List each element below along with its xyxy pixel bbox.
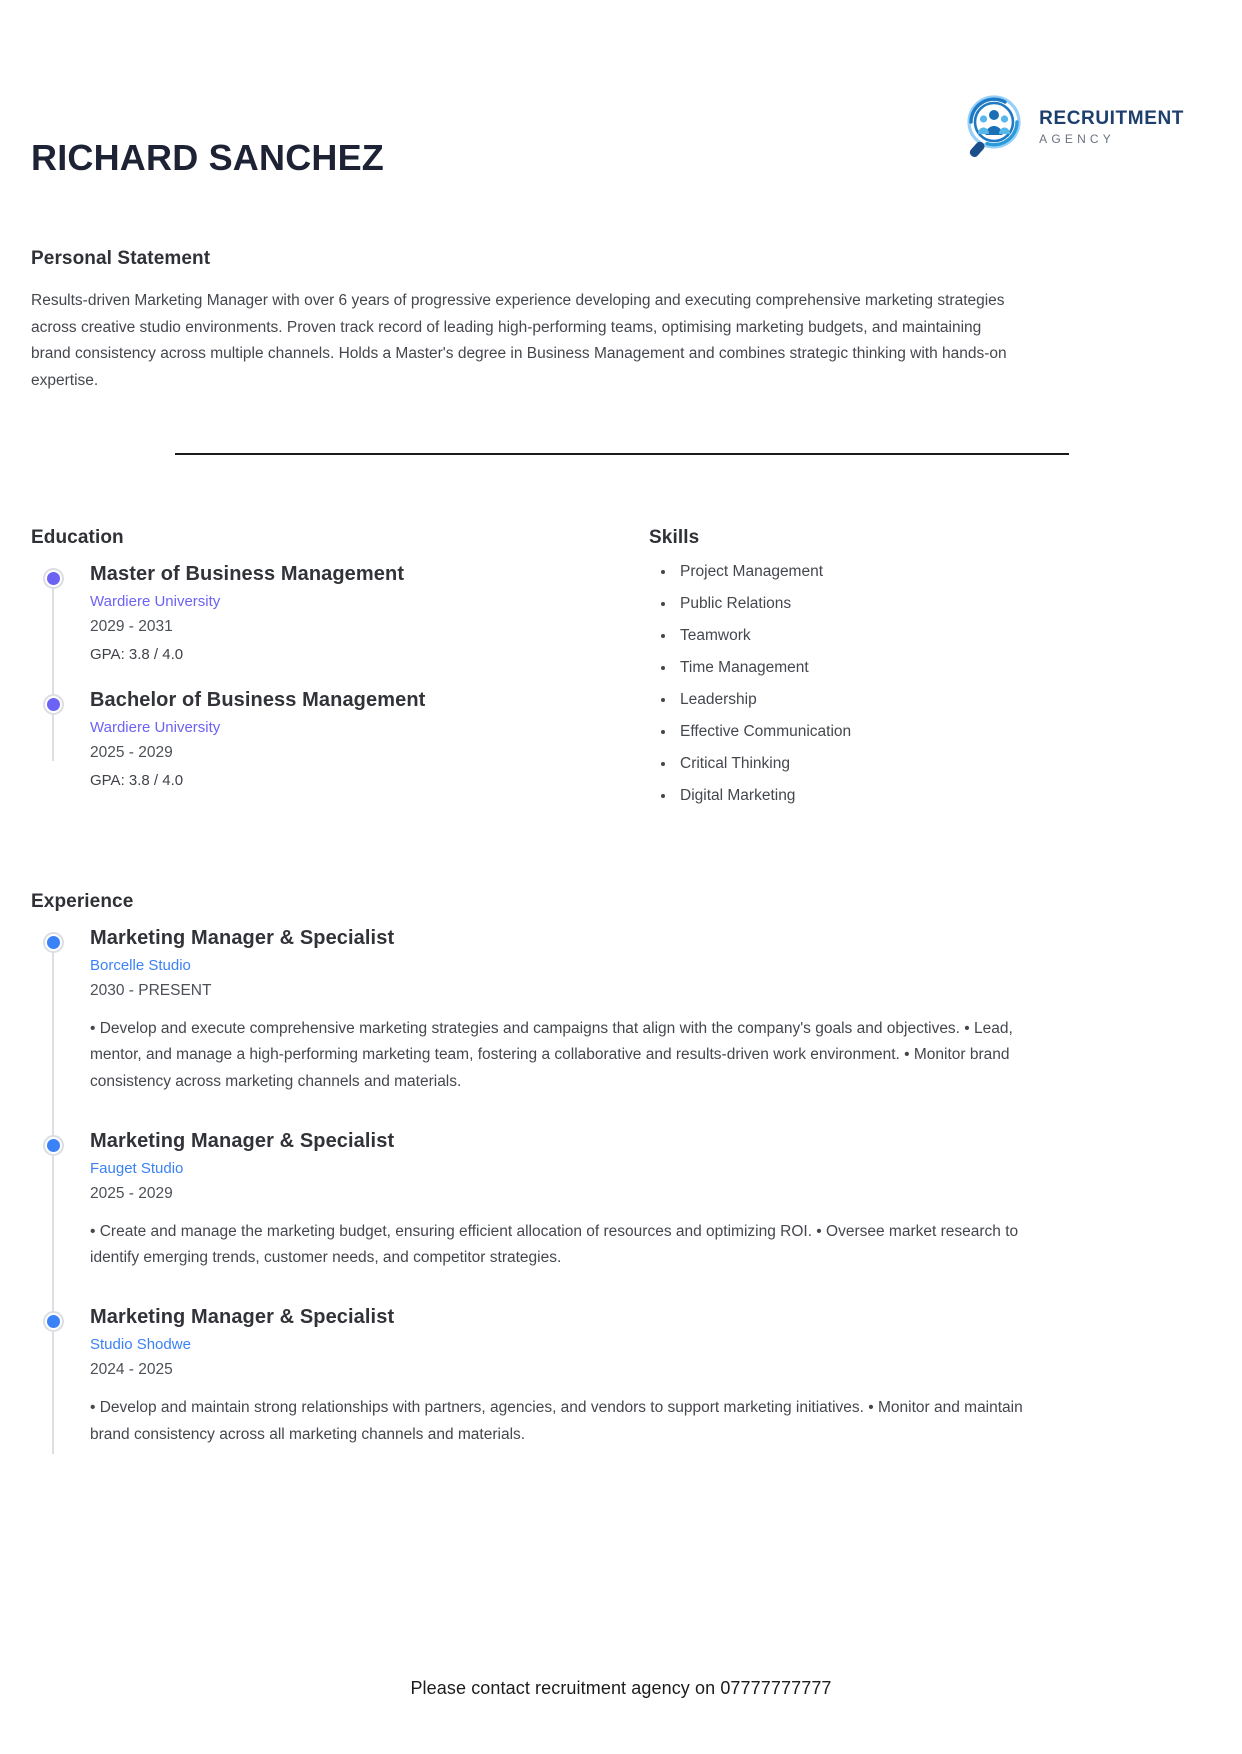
education-timeline: [31, 563, 649, 789]
skill-item: • Digital Marketing: [676, 787, 1213, 805]
agency-logo: [961, 94, 1184, 160]
skill-item: • Leadership: [676, 691, 1213, 709]
personal-statement-body: Results-driven Marketing Manager with over 6 years of progressive experience developing and executing comprehensive marketing strategies across creative studio environments. Proven track record of leading high-performing teams, optimising marketing budgets, and maintaining brand consistency across multiple channels. Holds a Master's degree in Business Management and combines strategic thinking with hands-on expertise.: [31, 292, 1007, 389]
experience-dates: 2024 - 2025: [90, 1360, 173, 1378]
skills-column: [649, 527, 1213, 819]
experience-company: Borcelle Studio: [90, 956, 191, 974]
experience-heading: Experience: [31, 890, 134, 912]
experience-company: Studio Shodwe: [90, 1335, 191, 1353]
experience-title: Marketing Manager & Specialist: [90, 1129, 395, 1152]
skill-item: • Project Management: [676, 563, 1213, 581]
education-institution: Wardiere University: [90, 592, 221, 610]
experience-dates: 2030 - PRESENT: [90, 981, 212, 999]
timeline-dot-icon: [43, 1311, 64, 1332]
experience-item: [31, 927, 1213, 1130]
timeline-dot-icon: [43, 694, 64, 715]
education-gpa: GPA: 3.8 / 4.0: [90, 771, 184, 789]
education-institution: Wardiere University: [90, 718, 221, 736]
experience-company: Fauget Studio: [90, 1159, 184, 1177]
experience-item: [31, 1306, 1213, 1482]
personal-statement-heading: Personal Statement: [31, 248, 211, 269]
skill-item: • Critical Thinking: [676, 755, 1213, 773]
education-column: [31, 527, 649, 819]
skills-list: [649, 563, 1213, 805]
education-skills-columns: [31, 527, 1213, 819]
agency-logo-title: RECRUITMENT: [1039, 108, 1184, 129]
skill-item: • Teamwork: [676, 627, 1213, 645]
skills-heading: Skills: [649, 526, 700, 548]
education-heading: Education: [31, 526, 124, 548]
magnifier-people-icon: [961, 94, 1027, 160]
section-divider-wrap: [31, 453, 1213, 455]
timeline-line: [52, 1322, 54, 1454]
timeline-dot-icon: [43, 1135, 64, 1156]
experience-section: [31, 891, 1213, 1483]
candidate-name: RICHARD SANCHEZ: [31, 137, 384, 178]
experience-dates: 2025 - 2029: [90, 1184, 173, 1202]
footer-contact-note: Please contact recruitment agency on 07777777777: [410, 1678, 832, 1698]
timeline-line: [52, 1146, 54, 1312]
skill-item: • Time Management: [676, 659, 1213, 677]
section-divider: [175, 453, 1069, 455]
experience-item: [31, 1130, 1213, 1306]
experience-description: • Develop and execute comprehensive marketing strategies and campaigns that align with the company's goals and objectives. • Lead, mentor, and manage a high-performing marketing team, fostering a collaborative and results-driven work environment. • Monitor brand consistency across marketing channels and materials.: [90, 1019, 1013, 1090]
education-dates: 2025 - 2029: [90, 743, 173, 761]
skill-item: • Effective Communication: [676, 723, 1213, 741]
education-degree: Master of Business Management: [90, 562, 405, 585]
education-item: [31, 689, 649, 789]
timeline-dot-icon: [43, 568, 64, 589]
timeline-line: [52, 943, 54, 1136]
resume-content: [0, 108, 1242, 1482]
agency-logo-text: [1039, 109, 1184, 145]
education-item: [31, 563, 649, 689]
education-degree: Bachelor of Business Management: [90, 688, 426, 711]
experience-description: • Create and manage the marketing budget, ensuring efficient allocation of resources and optimizing ROI. • Oversee market research to identify emerging trends, customer needs, and competitor strategies.: [90, 1222, 1019, 1267]
resume-header: [31, 108, 1213, 248]
timeline-dot-icon: [43, 932, 64, 953]
education-dates: 2029 - 2031: [90, 617, 173, 635]
skill-item: • Public Relations: [676, 595, 1213, 613]
experience-description: • Develop and maintain strong relationships with partners, agencies, and vendors to support marketing initiatives. • Monitor and maintain brand consistency across all marketing channels and materials.: [90, 1398, 1023, 1443]
education-gpa: GPA: 3.8 / 4.0: [90, 645, 184, 663]
experience-title: Marketing Manager & Specialist: [90, 926, 395, 949]
agency-logo-subtitle: AGENCY: [1039, 132, 1116, 146]
experience-title: Marketing Manager & Specialist: [90, 1305, 395, 1328]
experience-timeline: [31, 927, 1213, 1483]
timeline-line: [52, 579, 54, 695]
personal-statement-section: [31, 248, 1213, 395]
